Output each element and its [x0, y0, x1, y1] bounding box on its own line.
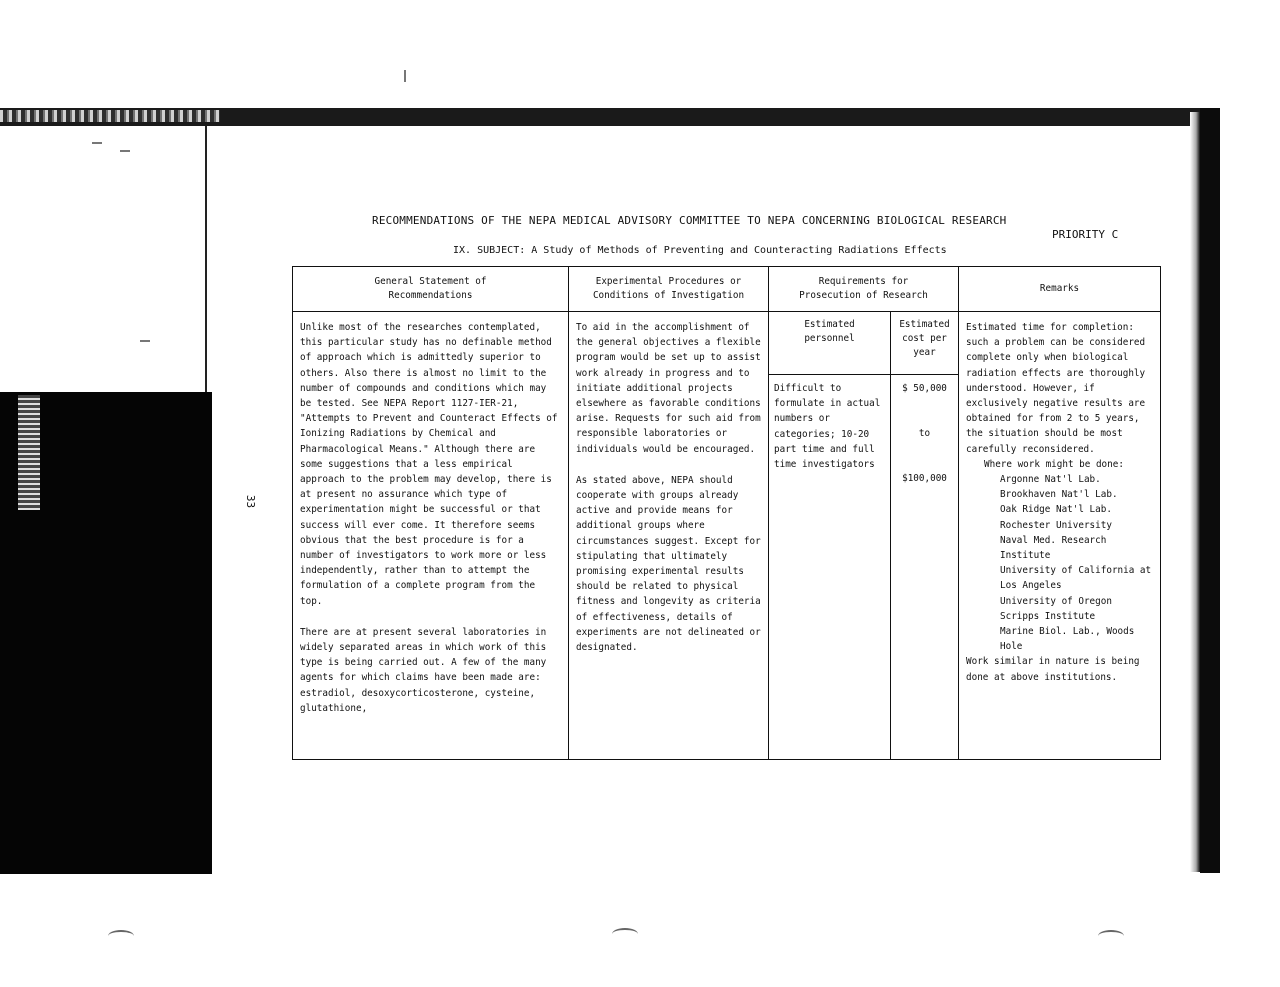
remarks-cell	[959, 312, 1161, 760]
scan-mark	[92, 142, 102, 144]
procedures-cell	[569, 312, 769, 760]
remarks-intro: Estimated time for completion: such a problem can be considered complete only when biological radiation effects are thoroughly understood. However, if exclusively negative results are obtained for from 2 to 5 years, the situation should be most carefully reconsidered.	[966, 322, 1146, 455]
cost-high: $100,000	[902, 473, 947, 485]
remarks-where-label: Where work might be done:	[984, 458, 1124, 470]
list-item: University of Oregon	[1000, 595, 1112, 607]
subheader-cost: Estimated cost per year	[891, 312, 959, 375]
scan-binding-mark	[612, 928, 638, 940]
header-remarks: Remarks	[959, 267, 1161, 312]
page-number: 33	[244, 494, 258, 509]
scan-binding-mark	[108, 930, 134, 942]
list-item: Brookhaven Nat'l Lab.	[1000, 489, 1118, 501]
procedure-paragraph: As stated above, NEPA should cooperate with groups already active and provide means for additional groups where circumstances suggest. Except for stipulating that ultimately promising experimental results should be related to physical fitness and longevity as criteria of effectiveness, details of experiments are not delineated or designated.	[576, 474, 761, 654]
general-paragraph: There are at present several laboratories in widely separated areas in which work of this type is being carried out. A few of the many agents for which claims have been made are: estradiol, desoxycorticosterone, cysteine, glutathione,	[300, 626, 547, 714]
header-general-statement: General Statement of Recommendations	[293, 267, 569, 312]
personnel-cell: Difficult to formulate in actual numbers or categories; 10-20 part time and full time investigators	[769, 375, 891, 760]
general-paragraph: Unlike most of the researches contemplated, this particular study has no definable method of approach which is admittedly superior to others. Also there is almost no limit to the number of compounds and conditions which may be tested. See NEPA Report 1127-IER-21, "Attempts to Prevent and Counteract Effects of Ionizing Radiations by Chemical and Pharmacological Means." Although there are some suggestions that a less empirical approach to the problem may develop, there is at present no assurance which type of experimentation might be successful or that success will ever come. It therefore seems obvious that the best procedure is for a number of investigators to work more or less independently, rather than to attempt the formulation of a complete program from the top.	[300, 322, 558, 607]
recommendation-table	[292, 266, 1161, 760]
scan-edge-strip	[18, 395, 40, 510]
list-item: Rochester University	[1000, 519, 1112, 531]
general-statement-cell	[293, 312, 569, 760]
scan-border-right	[1200, 108, 1220, 873]
scan-noise	[0, 110, 220, 122]
cost-low: $ 50,000	[902, 383, 947, 394]
list-item: Scripps Institute	[1000, 610, 1096, 622]
list-item: Marine Biol. Lab., Woods Hole	[1000, 626, 1135, 653]
remarks-places-list	[966, 472, 1154, 654]
cost-cell	[891, 375, 959, 760]
priority-label: PRIORITY C	[1052, 228, 1119, 241]
header-procedures: Experimental Procedures or Conditions of Investigation	[569, 267, 769, 312]
list-item: Naval Med. Research Institute	[1000, 534, 1107, 562]
scan-mark	[140, 340, 150, 342]
cost-to: to	[918, 428, 931, 440]
scan-binding-mark	[1098, 930, 1124, 942]
procedure-paragraph: To aid in the accomplishment of the general objectives a flexible program would be set up to assist work already in progress and to initiate additional projects elsewhere as favorable conditions arise. Requests for such aid from responsible laboratories or individuals would be encouraged.	[576, 322, 761, 455]
list-item: University of California at Los Angeles	[1000, 565, 1152, 592]
subheader-personnel: Estimated personnel	[769, 312, 891, 375]
scan-mark	[404, 70, 406, 82]
document-title: RECOMMENDATIONS OF THE NEPA MEDICAL ADVISORY COMMITTEE TO NEPA CONCERNING BIOLOGICAL RESEARCH	[372, 214, 1007, 227]
list-item: Oak Ridge Nat'l Lab.	[1000, 504, 1112, 516]
remarks-closing: Work similar in nature is being done at above institutions.	[966, 656, 1140, 683]
scan-shadow-right	[1190, 112, 1200, 872]
subject-line: IX. SUBJECT: A Study of Methods of Preventing and Counteracting Radiations Effects	[453, 245, 947, 256]
scan-left-margin	[0, 126, 207, 392]
list-item: Argonne Nat'l Lab.	[1000, 474, 1101, 486]
header-requirements: Requirements for Prosecution of Research	[769, 267, 959, 312]
scan-mark	[120, 150, 130, 152]
